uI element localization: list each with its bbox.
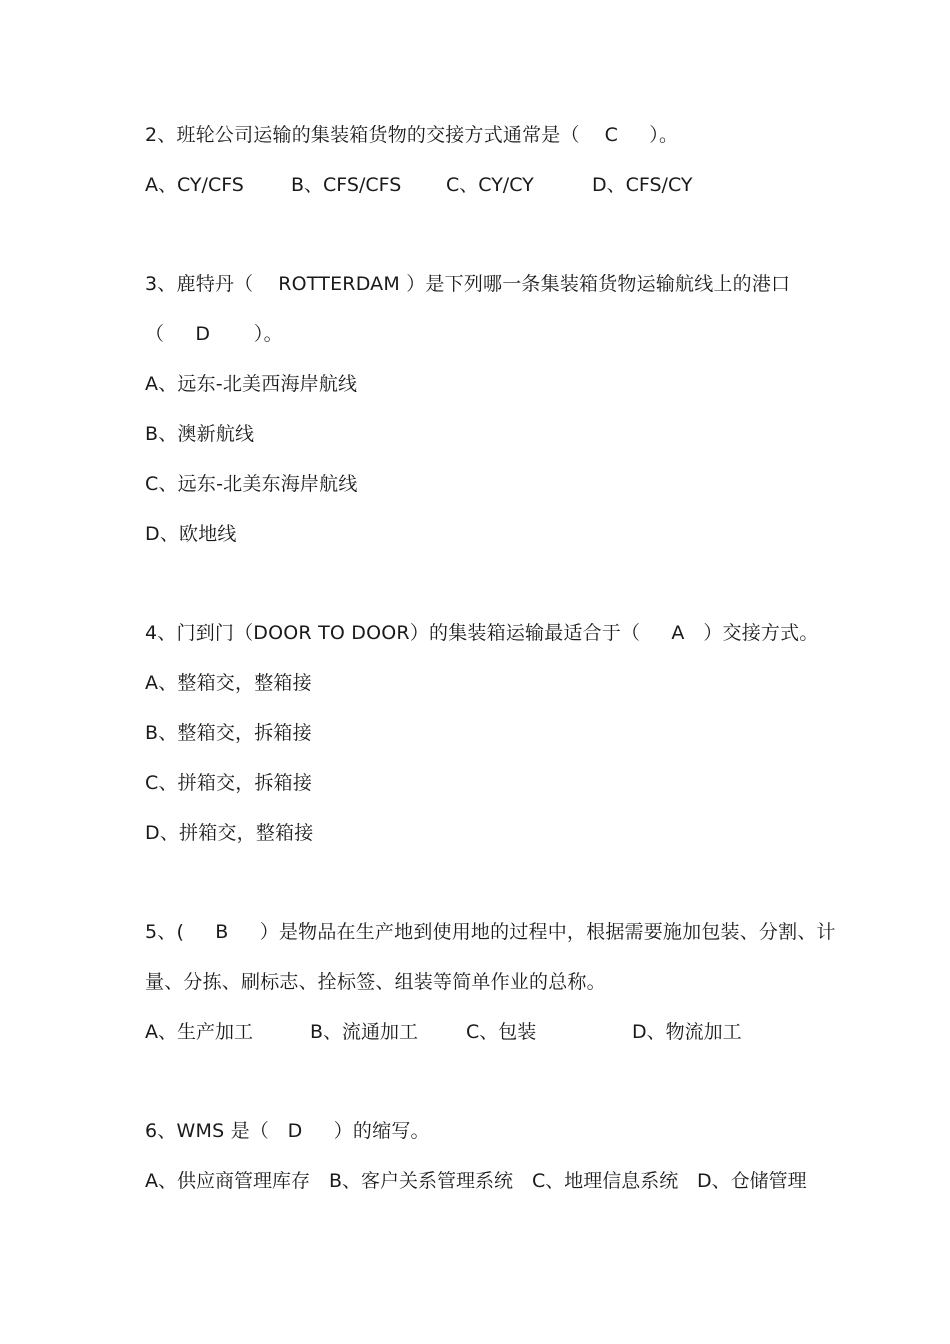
question-2-stem: 2、班轮公司运输的集装箱货物的交接方式通常是（ C ）。 (145, 124, 679, 146)
question-2-option-c: C、CY/CY (446, 174, 534, 196)
question-3-option-b: B、澳新航线 (145, 423, 255, 445)
question-4-stem: 4、门到门（DOOR TO DOOR）的集装箱运输最适合于（ A ）交接方式。 (145, 622, 819, 644)
question-6-option-a: A、供应商管理库存 (145, 1170, 310, 1192)
question-4-option-c: C、拼箱交，拆箱接 (145, 772, 313, 794)
question-2-option-a: A、CY/CFS (145, 174, 244, 196)
question-3-option-c: C、远东-北美东海岸航线 (145, 473, 358, 495)
question-5-stem-line-2: 量、分拣、刷标志、拴标签、组装等简单作业的总称。 (145, 971, 606, 993)
question-3-option-d: D、欧地线 (145, 523, 237, 545)
question-2-option-d: D、CFS/CY (592, 174, 693, 196)
question-6-options (145, 1168, 807, 1324)
question-4-option-a: A、整箱交，整箱接 (145, 672, 312, 694)
question-5-option-a: A、生产加工 (145, 1021, 253, 1043)
question-2-option-b: B、CFS/CFS (291, 174, 402, 196)
question-3-stem-line-1: 3、鹿特丹（ ROTTERDAM ）是下列哪一条集装箱货物运输航线上的港口 (145, 273, 791, 295)
question-6-option-c: C、地理信息系统 (532, 1170, 679, 1192)
question-6-stem: 6、WMS 是（ D ）的缩写。 (145, 1120, 430, 1142)
question-5-option-b: B、流通加工 (310, 1021, 419, 1043)
question-5-option-d: D、物流加工 (632, 1021, 742, 1043)
question-4-option-b: B、整箱交，拆箱接 (145, 722, 312, 744)
question-5-stem-line-1: 5、( B ）是物品在生产地到使用地的过程中，根据需要施加包装、分割、计 (145, 921, 836, 943)
question-6-option-d: D、仓储管理 (697, 1170, 807, 1192)
question-3-stem-line-2: （ D ）。 (145, 323, 283, 345)
question-3-option-a: A、远东-北美西海岸航线 (145, 373, 358, 395)
question-5-option-c: C、包装 (466, 1021, 537, 1043)
question-6-option-b: B、客户关系管理系统 (329, 1170, 514, 1192)
question-4-option-d: D、拼箱交，整箱接 (145, 822, 314, 844)
